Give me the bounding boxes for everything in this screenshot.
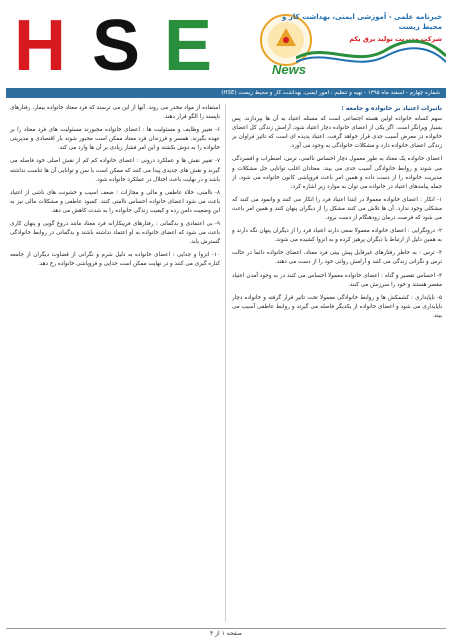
article-title: تاثیرات اعتیاد بر خانواده و جامعه : bbox=[341, 105, 442, 112]
paragraph: ۳- ترس : به خاطر رفتارهای غیرقابل پیش بینی فرد معتاد، اعضای خانواده دائما در حالت ترس و نگرانی زندگی می کنند و آرامش روانی خود را از دست می دهند. bbox=[232, 250, 442, 266]
left-column bbox=[10, 104, 220, 622]
paragraph: استفاده از مواد مخدر می روند. آنها از این می ترسند که فرد معتاد خانواده بیمار، رفتارهای ناپسند را الگو قرار دهند. bbox=[10, 105, 220, 121]
paragraph: ۱۰- انزوا و جدایی : اعضای خانواده به دلیل شرم و نگرانی از قضاوت دیگران از جامعه کناره گیری می کنند و در نهایت ممکن است جدایی و فروپاشی خانواده رخ دهد. bbox=[10, 252, 220, 268]
hse-logo bbox=[14, 6, 254, 86]
logo-letter-e: E bbox=[164, 6, 213, 86]
article-body bbox=[10, 104, 442, 622]
paragraph: ۲- درونگرایی : اعضای خانواده معمولا سعی دارند اعتیاد فرد را از دیگران پنهان نگه دارند و به همین دلیل از ارتباط با دیگران پرهیز کرده و به انزوا کشیده می شوند. bbox=[232, 228, 442, 244]
paragraph: ۴- احساس تقصیر و گناه : اعضای خانواده معمولا احساس می کنند در به وجود آمدن اعتیاد مقصر هستند و خود را سرزنش می کنند. bbox=[232, 272, 442, 288]
paragraph: سهم کسانه خانواده اولین هسته اجتماعی است که مسئله اعتیاد به آن ها بپردازند. پس بسیار ویرانگر است. اگر یکی از اعضای خانواده دچار اعتیاد شود، آرامش زندگی کل اعضای خانواده در معرض آسیب جدی قرار خواهد گرفت. اعتیاد پدیده ای است که تاثیر فراوان بر زندگی اعضای خانواده دارد و مشکلات خانوادگی به وجود می آورد. bbox=[232, 116, 442, 150]
column-divider bbox=[225, 104, 226, 622]
logo-news-label: News bbox=[272, 62, 306, 77]
company-name: شرکت مدیریت تولید برق یکم bbox=[349, 35, 442, 43]
newsletter-header bbox=[6, 4, 446, 84]
paragraph: ۶- تغییر وظایف و مسئولیت ها : اعضای خانواده مجبورند مسئولیت های فرد معتاد را بر عهده بگیرند. همسر و فرزندان فرد معتاد ممکن است مجبور شوند بار اقتصادی و مدیریتی خانواده را به دوش بکشند و این امر فشار زیادی بر آن ها وارد می کند. bbox=[10, 127, 220, 152]
issue-info-bar: شماره چهارم - اسفند ماه ۱۳۹۵ - تهیه و تنظیم : امور ایمنی، بهداشت کار و محیط زیست (HSE) bbox=[6, 88, 446, 98]
paragraph: ۸- ناامنی، خلاء عاطفی و مالی و مجازات : ضعف اسیب و خشونت های ناشی از اعتیاد باعث می شود اعضای خانواده احساس ناامنی کنند. کمبود عاطفی و مشکلات مالی نیز به این وضعیت دامن زده و کیفیت زندگی خانواده را به شدت کاهش می دهد. bbox=[10, 189, 220, 214]
logo-letter-s: S bbox=[92, 6, 141, 86]
paragraph: ۹- بی اعتمادی و بدگمانی : رفتارهای فریبکارانه فرد معتاد مانند دروغ گویی و پنهان کاری باعث می شود که اعضای خانواده به او اعتماد نداشته باشند و بدگمانی در روابط خانوادگی گسترش یابد. bbox=[10, 221, 220, 246]
logo-letter-h: H bbox=[14, 6, 66, 86]
page-footer: صفحه ۱ از ۳ bbox=[6, 628, 446, 639]
paragraph: ۷- تغییر نقش ها و عملکرد درونی : اعضای خانواده کم کم از نقش اصلی خود فاصله می گیرند و نقش های جدیدی پیدا می کنند که ممکن است با سن و توانایی آن ها تناسب نداشته باشد و در نهایت باعث اختلال در عملکرد خانواده شود. bbox=[10, 158, 220, 183]
paragraph: ۵- ناپایداری : کشمکش ها و روابط خانوادگی معمولا تحت تاثیر قرار گرفته و خانواده دچار ناپایداری می شود و اعضای خانواده از یکدیگر فاصله می گیرند و روابط عاطفی آسیب می بیند. bbox=[232, 294, 442, 319]
paragraph: اعضای خانواده یک معتاد به طور معمول دچار احساس ناامنی، ترس، اضطراب و افسردگی می شوند و روابط خانوادگی آسیب جدی می بیند. معتادان اغلب توانایی حل مشکلات و مدیریت خانواده را از دست داده و همین امر باعث فروپاشی کانون خانواده می شود. از جمله پیامدهای اعتیاد در خانواده می توان به موارد زیر اشاره کرد: bbox=[232, 156, 442, 190]
newsletter-title: خبرنامه علمی - آموزشی ایمنی، بهداشت کار و محیط زیست bbox=[282, 13, 442, 31]
header-wave-decoration bbox=[296, 38, 446, 66]
paragraph: ۱- انکار : اعضای خانواده معمولا در ابتدا اعتیاد فرد را انکار می کنند و وانمود می کنند که مشکلی وجود ندارد. آن ها تلاش می کنند مشکل را از دیگران پنهان کنند و همین امر باعث می شود که فرصت درمان زودهنگام از دست برود. bbox=[232, 196, 442, 222]
right-column bbox=[232, 104, 442, 622]
